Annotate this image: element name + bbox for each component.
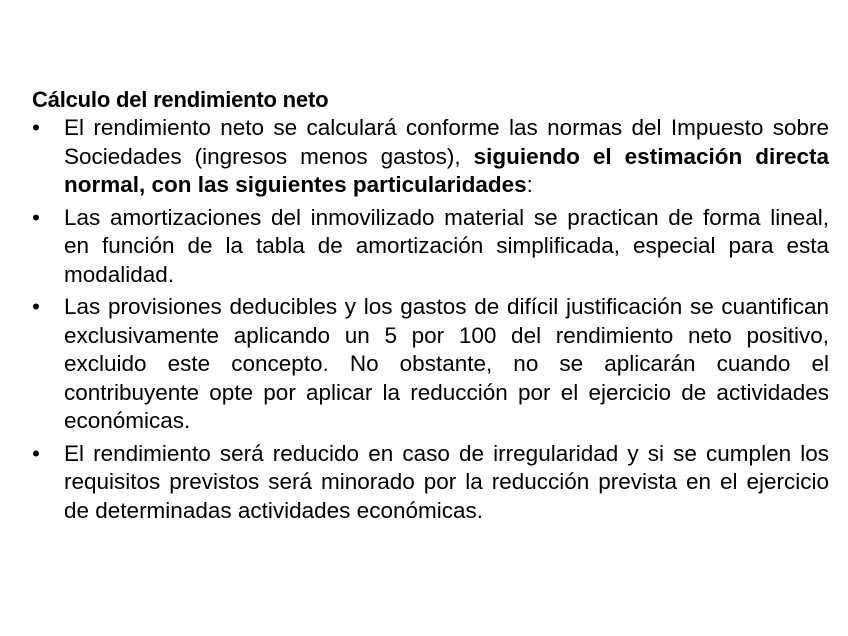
bullet-icon: • [32, 115, 40, 140]
bullet-icon: • [32, 440, 40, 466]
bullet-text: Las provisiones deducibles y los gastos de difícil justificación se cuantifican exclusivamente aplicando un 5 por 100 del rendimiento neto positivo, excluido este concepto. No obstante, no se aplicarán cuando el contribuyente opte por aplicar la reducción por el ejercicio de actividades económicas. [64, 294, 829, 433]
bullet-text: Las amortizaciones del inmovilizado material se practican de forma lineal, en función de la tabla de amortización simplificada, especial para esta modalidad. [64, 204, 829, 287]
bullet-item [32, 293, 829, 436]
bullet-item [32, 114, 829, 200]
bullet-item [32, 440, 829, 526]
bullet-icon: • [32, 204, 40, 230]
bullet-text: El rendimiento neto se calculará conforme las normas del Impuesto sobre Sociedades (ingresos menos gastos), [64, 115, 829, 169]
slide-content [32, 86, 829, 525]
bullet-text: : [526, 172, 533, 197]
bullet-list [32, 114, 829, 525]
slide-title: Cálculo del rendimiento neto [32, 87, 329, 112]
bullet-icon: • [32, 294, 40, 319]
bullet-item [32, 204, 829, 290]
bullet-text: El rendimiento será reducido en caso de irregularidad y si se cumplen los requisitos previstos será minorado por la reducción prevista en el ejercicio de determinadas actividades económicas. [64, 440, 829, 523]
bullet-text-bold: siguiendo el estimación directa normal, con las siguientes particularidades [64, 143, 829, 197]
